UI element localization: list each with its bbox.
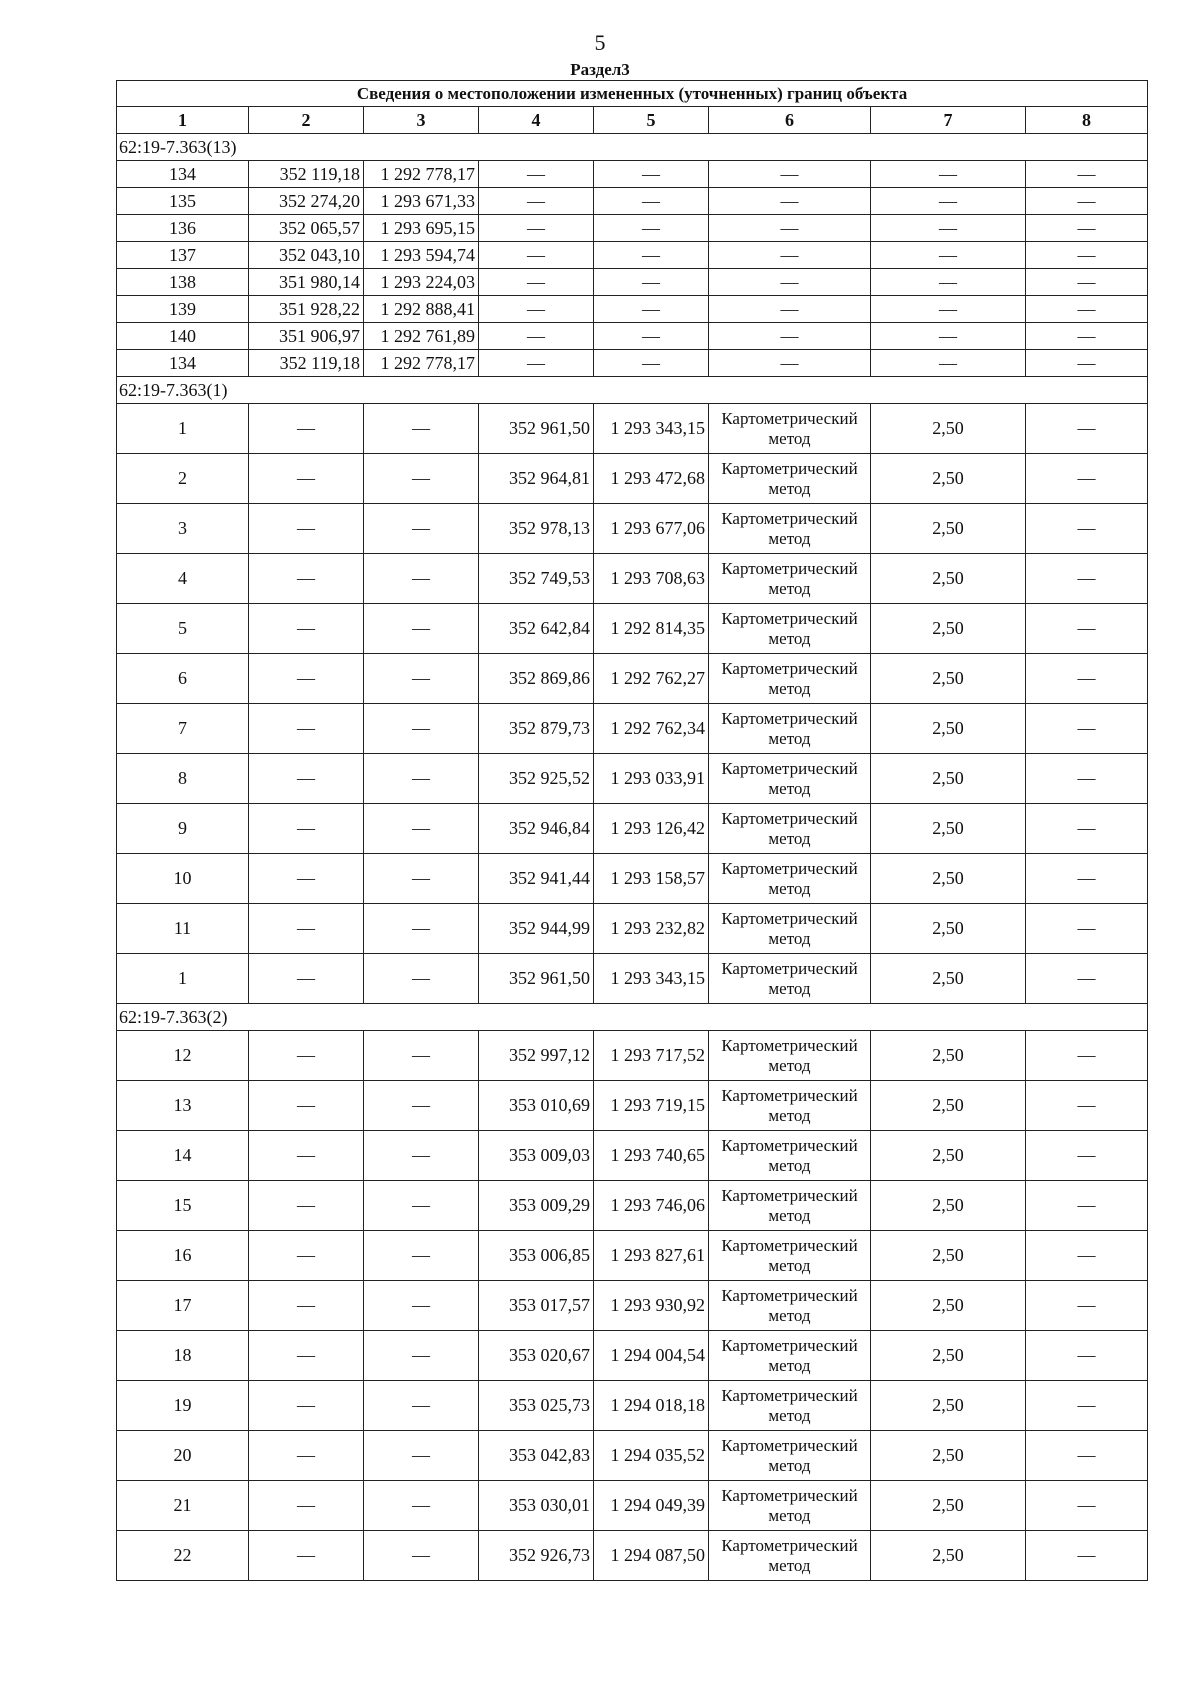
accuracy-cell: 2,50	[871, 654, 1026, 704]
table-row	[117, 654, 1148, 704]
new-y-cell: 1 293 126,42	[594, 804, 709, 854]
description-cell: —	[1026, 654, 1148, 704]
parcel-group-row	[117, 1004, 1148, 1031]
description-cell: —	[1026, 1081, 1148, 1131]
accuracy-cell: 2,50	[871, 604, 1026, 654]
new-x-cell: 352 961,50	[479, 954, 594, 1004]
old-y-cell: 1 293 671,33	[364, 188, 479, 215]
new-x-cell: 353 009,03	[479, 1131, 594, 1181]
description-cell: —	[1026, 904, 1148, 954]
point-number-cell: 13	[117, 1081, 249, 1131]
point-number-cell: 20	[117, 1431, 249, 1481]
description-cell: —	[1026, 854, 1148, 904]
point-number-cell: 138	[117, 269, 249, 296]
accuracy-cell: —	[871, 215, 1026, 242]
description-cell: —	[1026, 604, 1148, 654]
table-row	[117, 242, 1148, 269]
method-cell: Картометрический метод	[709, 1381, 871, 1431]
accuracy-cell: —	[871, 269, 1026, 296]
accuracy-cell: 2,50	[871, 704, 1026, 754]
old-x-cell: —	[249, 1231, 364, 1281]
method-cell: —	[709, 215, 871, 242]
accuracy-cell: 2,50	[871, 404, 1026, 454]
method-cell: Картометрический метод	[709, 404, 871, 454]
table-caption-row	[117, 81, 1148, 107]
old-x-cell: 352 065,57	[249, 215, 364, 242]
old-y-cell: —	[364, 1081, 479, 1131]
new-x-cell: 352 941,44	[479, 854, 594, 904]
accuracy-cell: 2,50	[871, 1231, 1026, 1281]
new-y-cell: —	[594, 215, 709, 242]
old-x-cell: —	[249, 554, 364, 604]
description-cell: —	[1026, 1331, 1148, 1381]
accuracy-cell: 2,50	[871, 1381, 1026, 1431]
new-y-cell: —	[594, 350, 709, 377]
new-y-cell: 1 294 049,39	[594, 1481, 709, 1531]
new-x-cell: 352 961,50	[479, 404, 594, 454]
point-number-cell: 134	[117, 161, 249, 188]
accuracy-cell: 2,50	[871, 804, 1026, 854]
new-x-cell: 353 025,73	[479, 1381, 594, 1431]
old-y-cell: —	[364, 1381, 479, 1431]
table-row	[117, 323, 1148, 350]
accuracy-cell: 2,50	[871, 1181, 1026, 1231]
new-y-cell: 1 294 035,52	[594, 1431, 709, 1481]
old-x-cell: —	[249, 454, 364, 504]
point-number-cell: 16	[117, 1231, 249, 1281]
old-y-cell: —	[364, 704, 479, 754]
method-cell: Картометрический метод	[709, 654, 871, 704]
method-cell: Картометрический метод	[709, 1531, 871, 1581]
point-number-cell: 21	[117, 1481, 249, 1531]
method-cell: Картометрический метод	[709, 1481, 871, 1531]
description-cell: —	[1026, 1231, 1148, 1281]
new-y-cell: 1 293 717,52	[594, 1031, 709, 1081]
new-x-cell: 352 978,13	[479, 504, 594, 554]
old-y-cell: —	[364, 804, 479, 854]
description-cell: —	[1026, 242, 1148, 269]
method-cell: Картометрический метод	[709, 1431, 871, 1481]
table-row	[117, 1131, 1148, 1181]
new-x-cell: 352 925,52	[479, 754, 594, 804]
description-cell: —	[1026, 1131, 1148, 1181]
method-cell: —	[709, 161, 871, 188]
new-y-cell: 1 292 762,27	[594, 654, 709, 704]
new-x-cell: 352 879,73	[479, 704, 594, 754]
old-x-cell: —	[249, 954, 364, 1004]
new-y-cell: 1 293 232,82	[594, 904, 709, 954]
old-y-cell: —	[364, 754, 479, 804]
method-cell: Картометрический метод	[709, 454, 871, 504]
table-row	[117, 504, 1148, 554]
old-y-cell: 1 293 594,74	[364, 242, 479, 269]
old-y-cell: —	[364, 1131, 479, 1181]
parcel-number: 62:19-7.363(1)	[117, 377, 1148, 404]
point-number-cell: 135	[117, 188, 249, 215]
old-x-cell: —	[249, 1031, 364, 1081]
accuracy-cell: 2,50	[871, 1281, 1026, 1331]
point-number-cell: 3	[117, 504, 249, 554]
point-number-cell: 137	[117, 242, 249, 269]
old-x-cell: —	[249, 604, 364, 654]
method-cell: Картометрический метод	[709, 1081, 871, 1131]
description-cell: —	[1026, 1181, 1148, 1231]
old-y-cell: —	[364, 1481, 479, 1531]
old-x-cell: 351 928,22	[249, 296, 364, 323]
new-x-cell: 353 009,29	[479, 1181, 594, 1231]
method-cell: Картометрический метод	[709, 854, 871, 904]
new-x-cell: 352 946,84	[479, 804, 594, 854]
description-cell: —	[1026, 1281, 1148, 1331]
table-row	[117, 1481, 1148, 1531]
point-number-cell: 22	[117, 1531, 249, 1581]
description-cell: —	[1026, 804, 1148, 854]
method-cell: Картометрический метод	[709, 1231, 871, 1281]
new-x-cell: —	[479, 215, 594, 242]
method-cell: —	[709, 296, 871, 323]
table-row	[117, 1381, 1148, 1431]
old-y-cell: —	[364, 454, 479, 504]
old-x-cell: —	[249, 504, 364, 554]
accuracy-cell: —	[871, 323, 1026, 350]
old-y-cell: —	[364, 854, 479, 904]
table-row	[117, 215, 1148, 242]
old-y-cell: 1 293 695,15	[364, 215, 479, 242]
table-row	[117, 269, 1148, 296]
method-cell: —	[709, 323, 871, 350]
old-x-cell: —	[249, 404, 364, 454]
old-x-cell: —	[249, 1331, 364, 1381]
new-y-cell: 1 293 719,15	[594, 1081, 709, 1131]
table-row	[117, 954, 1148, 1004]
old-x-cell: —	[249, 904, 364, 954]
table-row	[117, 1531, 1148, 1581]
new-x-cell: 353 010,69	[479, 1081, 594, 1131]
new-x-cell: 353 020,67	[479, 1331, 594, 1381]
accuracy-cell: 2,50	[871, 1131, 1026, 1181]
point-number-cell: 9	[117, 804, 249, 854]
old-x-cell: —	[249, 854, 364, 904]
new-x-cell: —	[479, 161, 594, 188]
new-y-cell: 1 293 746,06	[594, 1181, 709, 1231]
old-y-cell: —	[364, 904, 479, 954]
accuracy-cell: —	[871, 350, 1026, 377]
point-number-cell: 11	[117, 904, 249, 954]
old-x-cell: —	[249, 1531, 364, 1581]
old-x-cell: —	[249, 804, 364, 854]
method-cell: Картометрический метод	[709, 1031, 871, 1081]
old-y-cell: 1 292 778,17	[364, 161, 479, 188]
point-number-cell: 140	[117, 323, 249, 350]
accuracy-cell: —	[871, 161, 1026, 188]
method-cell: Картометрический метод	[709, 554, 871, 604]
description-cell: —	[1026, 704, 1148, 754]
new-y-cell: 1 294 087,50	[594, 1531, 709, 1581]
table-row	[117, 1431, 1148, 1481]
method-cell: Картометрический метод	[709, 704, 871, 754]
new-x-cell: 352 642,84	[479, 604, 594, 654]
new-y-cell: —	[594, 242, 709, 269]
table-row	[117, 1031, 1148, 1081]
new-y-cell: 1 293 343,15	[594, 404, 709, 454]
method-cell: Картометрический метод	[709, 1131, 871, 1181]
point-number-cell: 5	[117, 604, 249, 654]
description-cell: —	[1026, 404, 1148, 454]
point-number-cell: 139	[117, 296, 249, 323]
accuracy-cell: —	[871, 296, 1026, 323]
description-cell: —	[1026, 554, 1148, 604]
old-x-cell: 352 043,10	[249, 242, 364, 269]
description-cell: —	[1026, 323, 1148, 350]
table-row	[117, 604, 1148, 654]
table-row	[117, 454, 1148, 504]
old-y-cell: —	[364, 1431, 479, 1481]
new-x-cell: —	[479, 269, 594, 296]
parcel-group-row	[117, 377, 1148, 404]
column-number: 2	[249, 107, 364, 134]
new-y-cell: 1 294 004,54	[594, 1331, 709, 1381]
new-y-cell: 1 292 762,34	[594, 704, 709, 754]
point-number-cell: 17	[117, 1281, 249, 1331]
point-number-cell: 1	[117, 404, 249, 454]
method-cell: Картометрический метод	[709, 804, 871, 854]
old-y-cell: —	[364, 1031, 479, 1081]
new-y-cell: 1 294 018,18	[594, 1381, 709, 1431]
table-row	[117, 1181, 1148, 1231]
old-y-cell: —	[364, 1331, 479, 1381]
table-row	[117, 161, 1148, 188]
new-x-cell: 353 030,01	[479, 1481, 594, 1531]
table-row	[117, 704, 1148, 754]
description-cell: —	[1026, 1031, 1148, 1081]
new-x-cell: 352 869,86	[479, 654, 594, 704]
point-number-cell: 19	[117, 1381, 249, 1431]
column-number-row	[117, 107, 1148, 134]
point-number-cell: 134	[117, 350, 249, 377]
table-row	[117, 1231, 1148, 1281]
new-y-cell: 1 293 677,06	[594, 504, 709, 554]
new-x-cell: —	[479, 242, 594, 269]
new-x-cell: 352 749,53	[479, 554, 594, 604]
old-x-cell: 351 980,14	[249, 269, 364, 296]
point-number-cell: 18	[117, 1331, 249, 1381]
description-cell: —	[1026, 188, 1148, 215]
description-cell: —	[1026, 350, 1148, 377]
method-cell: —	[709, 269, 871, 296]
old-x-cell: —	[249, 754, 364, 804]
accuracy-cell: —	[871, 242, 1026, 269]
old-y-cell: 1 293 224,03	[364, 269, 479, 296]
page-number: 5	[594, 30, 606, 55]
method-cell: Картометрический метод	[709, 604, 871, 654]
new-y-cell: 1 293 740,65	[594, 1131, 709, 1181]
new-x-cell: —	[479, 296, 594, 323]
description-cell: —	[1026, 1431, 1148, 1481]
new-y-cell: 1 293 158,57	[594, 854, 709, 904]
accuracy-cell: 2,50	[871, 954, 1026, 1004]
column-number: 5	[594, 107, 709, 134]
old-y-cell: —	[364, 504, 479, 554]
new-x-cell: 353 042,83	[479, 1431, 594, 1481]
method-cell: —	[709, 188, 871, 215]
new-y-cell: —	[594, 296, 709, 323]
new-x-cell: 352 964,81	[479, 454, 594, 504]
new-x-cell: —	[479, 350, 594, 377]
parcel-number: 62:19-7.363(2)	[117, 1004, 1148, 1031]
point-number-cell: 4	[117, 554, 249, 604]
table-row	[117, 904, 1148, 954]
old-x-cell: 352 119,18	[249, 350, 364, 377]
table-row	[117, 188, 1148, 215]
accuracy-cell: 2,50	[871, 454, 1026, 504]
description-cell: —	[1026, 215, 1148, 242]
old-x-cell: —	[249, 654, 364, 704]
old-y-cell: —	[364, 954, 479, 1004]
description-cell: —	[1026, 296, 1148, 323]
new-y-cell: —	[594, 188, 709, 215]
parcel-number: 62:19-7.363(13)	[117, 134, 1148, 161]
old-x-cell: —	[249, 1131, 364, 1181]
new-x-cell: 352 997,12	[479, 1031, 594, 1081]
new-y-cell: 1 293 472,68	[594, 454, 709, 504]
new-x-cell: —	[479, 323, 594, 350]
table-row	[117, 754, 1148, 804]
column-number: 3	[364, 107, 479, 134]
point-number-cell: 10	[117, 854, 249, 904]
table-caption: Сведения о местоположении измененных (уточненных) границ объекта	[117, 81, 1148, 107]
new-y-cell: —	[594, 269, 709, 296]
new-y-cell: 1 293 708,63	[594, 554, 709, 604]
table-row	[117, 350, 1148, 377]
new-x-cell: —	[479, 188, 594, 215]
accuracy-cell: 2,50	[871, 554, 1026, 604]
accuracy-cell: 2,50	[871, 1431, 1026, 1481]
column-number: 6	[709, 107, 871, 134]
method-cell: Картометрический метод	[709, 504, 871, 554]
accuracy-cell: —	[871, 188, 1026, 215]
column-number: 4	[479, 107, 594, 134]
old-y-cell: —	[364, 404, 479, 454]
table-row	[117, 854, 1148, 904]
method-cell: Картометрический метод	[709, 954, 871, 1004]
old-y-cell: —	[364, 1231, 479, 1281]
accuracy-cell: 2,50	[871, 754, 1026, 804]
new-y-cell: 1 293 827,61	[594, 1231, 709, 1281]
method-cell: —	[709, 242, 871, 269]
boundary-coordinates-table	[116, 80, 1148, 1581]
column-number: 7	[871, 107, 1026, 134]
accuracy-cell: 2,50	[871, 1331, 1026, 1381]
point-number-cell: 8	[117, 754, 249, 804]
old-x-cell: 352 274,20	[249, 188, 364, 215]
old-y-cell: 1 292 778,17	[364, 350, 479, 377]
new-x-cell: 353 017,57	[479, 1281, 594, 1331]
new-x-cell: 352 926,73	[479, 1531, 594, 1581]
table-row	[117, 554, 1148, 604]
old-x-cell: —	[249, 1431, 364, 1481]
old-x-cell: —	[249, 1181, 364, 1231]
table-row	[117, 804, 1148, 854]
new-y-cell: —	[594, 323, 709, 350]
column-number: 8	[1026, 107, 1148, 134]
new-y-cell: 1 293 343,15	[594, 954, 709, 1004]
accuracy-cell: 2,50	[871, 1481, 1026, 1531]
point-number-cell: 2	[117, 454, 249, 504]
accuracy-cell: 2,50	[871, 1531, 1026, 1581]
method-cell: —	[709, 350, 871, 377]
section-title: Раздел3	[570, 60, 630, 79]
description-cell: —	[1026, 1381, 1148, 1431]
old-y-cell: —	[364, 654, 479, 704]
table-row	[117, 1281, 1148, 1331]
method-cell: Картометрический метод	[709, 754, 871, 804]
table-row	[117, 296, 1148, 323]
method-cell: Картометрический метод	[709, 1331, 871, 1381]
accuracy-cell: 2,50	[871, 1031, 1026, 1081]
description-cell: —	[1026, 504, 1148, 554]
point-number-cell: 6	[117, 654, 249, 704]
description-cell: —	[1026, 269, 1148, 296]
new-y-cell: 1 292 814,35	[594, 604, 709, 654]
description-cell: —	[1026, 754, 1148, 804]
accuracy-cell: 2,50	[871, 854, 1026, 904]
old-x-cell: —	[249, 1481, 364, 1531]
old-x-cell: —	[249, 1381, 364, 1431]
table-row	[117, 404, 1148, 454]
point-number-cell: 7	[117, 704, 249, 754]
parcel-group-row	[117, 134, 1148, 161]
description-cell: —	[1026, 161, 1148, 188]
point-number-cell: 136	[117, 215, 249, 242]
accuracy-cell: 2,50	[871, 904, 1026, 954]
column-number: 1	[117, 107, 249, 134]
old-y-cell: —	[364, 1281, 479, 1331]
method-cell: Картометрический метод	[709, 1281, 871, 1331]
new-x-cell: 353 006,85	[479, 1231, 594, 1281]
description-cell: —	[1026, 1481, 1148, 1531]
new-y-cell: 1 293 033,91	[594, 754, 709, 804]
old-x-cell: 352 119,18	[249, 161, 364, 188]
point-number-cell: 1	[117, 954, 249, 1004]
method-cell: Картометрический метод	[709, 1181, 871, 1231]
old-y-cell: —	[364, 604, 479, 654]
point-number-cell: 15	[117, 1181, 249, 1231]
table-row	[117, 1081, 1148, 1131]
old-y-cell: 1 292 888,41	[364, 296, 479, 323]
description-cell: —	[1026, 1531, 1148, 1581]
old-y-cell: —	[364, 1181, 479, 1231]
method-cell: Картометрический метод	[709, 904, 871, 954]
table-row	[117, 1331, 1148, 1381]
description-cell: —	[1026, 954, 1148, 1004]
new-y-cell: 1 293 930,92	[594, 1281, 709, 1331]
old-y-cell: —	[364, 554, 479, 604]
new-y-cell: —	[594, 161, 709, 188]
accuracy-cell: 2,50	[871, 504, 1026, 554]
point-number-cell: 14	[117, 1131, 249, 1181]
old-x-cell: —	[249, 704, 364, 754]
old-x-cell: —	[249, 1081, 364, 1131]
old-y-cell: —	[364, 1531, 479, 1581]
old-x-cell: —	[249, 1281, 364, 1331]
point-number-cell: 12	[117, 1031, 249, 1081]
old-x-cell: 351 906,97	[249, 323, 364, 350]
old-y-cell: 1 292 761,89	[364, 323, 479, 350]
description-cell: —	[1026, 454, 1148, 504]
accuracy-cell: 2,50	[871, 1081, 1026, 1131]
new-x-cell: 352 944,99	[479, 904, 594, 954]
